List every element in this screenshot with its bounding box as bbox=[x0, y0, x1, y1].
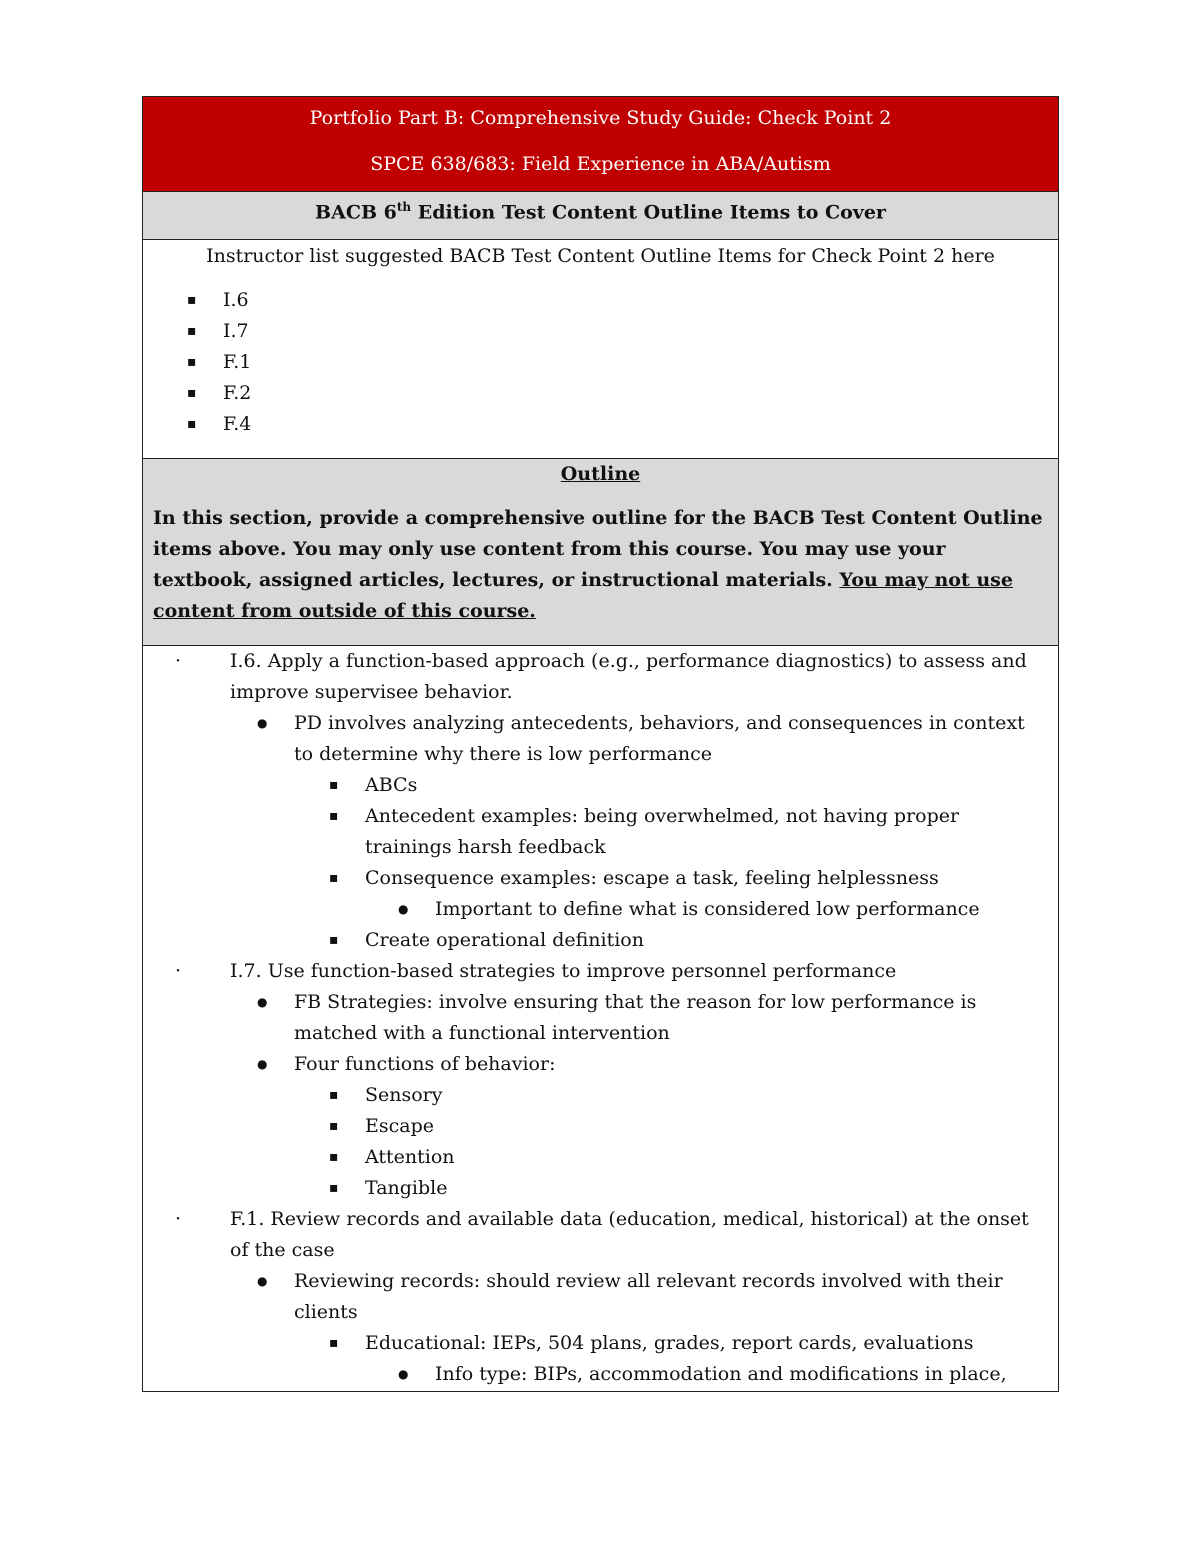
outline-item: ▪ Attention bbox=[143, 1142, 1044, 1173]
outline-item: ▪ Tangible bbox=[143, 1173, 1044, 1204]
outline-item: ● PD involves analyzing antecedents, behaviors, and consequences in context to determine why there is low performance bbox=[143, 708, 1044, 770]
outline-item: · F.1. Review records and available data (education, medical, historical) at the onset of the case bbox=[143, 1204, 1044, 1266]
list-item: ▪ I.7 bbox=[143, 316, 1058, 347]
instructions-text: In this section, provide a comprehensive outline for the BACB Test Content Outline items above. You may only use content from this course. You may use your textbook, assigned articles, lectures, or instructional materials. bbox=[153, 507, 1043, 591]
outline-item: · I.7. Use function-based strategies to improve personnel performance bbox=[143, 956, 1044, 987]
outline-item: ▪ ABCs bbox=[143, 770, 1044, 801]
outline-item: ▪ Educational: IEPs, 504 plans, grades, report cards, evaluations bbox=[143, 1328, 1044, 1359]
outline-item: ▪ Antecedent examples: being overwhelmed, not having proper trainings harsh feedback bbox=[143, 801, 1044, 863]
outline-title: Outline bbox=[560, 463, 641, 485]
outline-item: ● Reviewing records: should review all relevant records involved with their clients bbox=[143, 1266, 1044, 1328]
outline-item: ▪ Escape bbox=[143, 1111, 1044, 1142]
outline-item: · I.6. Apply a function-based approach (e.g., performance diagnostics) to assess and improve supervisee behavior. bbox=[143, 646, 1044, 708]
document-title: Portfolio Part B: Comprehensive Study Guide: Check Point 2 bbox=[309, 107, 892, 129]
instructions-underlined: You may not use content from outside of this course. bbox=[153, 569, 1013, 622]
outline-item: ▪ Sensory bbox=[143, 1080, 1044, 1111]
outline-list bbox=[143, 646, 1058, 1390]
study-guide-table bbox=[142, 96, 1059, 1392]
outline-instructions bbox=[143, 489, 1058, 627]
list-item: ▪ F.4 bbox=[143, 409, 1058, 440]
items-row bbox=[143, 240, 1058, 459]
items-list bbox=[143, 285, 1058, 440]
outline-item: ● Important to define what is considered low performance bbox=[143, 894, 1044, 925]
outline-content-row bbox=[143, 646, 1058, 1391]
outline-heading-row bbox=[143, 459, 1058, 646]
items-intro: Instructor list suggested BACB Test Content Outline Items for Check Point 2 here bbox=[206, 245, 995, 267]
heading-superscript: th bbox=[396, 200, 412, 214]
outline-item: ▪ Consequence examples: escape a task, feeling helplessness bbox=[143, 863, 1044, 894]
outline-item: ● Info type: BIPs, accommodation and modifications in place, bbox=[143, 1359, 1044, 1390]
heading-text-pre: BACB 6 bbox=[315, 201, 397, 224]
test-content-heading-row bbox=[143, 192, 1058, 240]
list-item: ▪ F.2 bbox=[143, 378, 1058, 409]
header-row bbox=[143, 97, 1058, 192]
course-title: SPCE 638/683: Field Experience in ABA/Autism bbox=[370, 153, 831, 175]
list-item: ▪ F.1 bbox=[143, 347, 1058, 378]
outline-item: ● FB Strategies: involve ensuring that the reason for low performance is matched with a functional intervention bbox=[143, 987, 1044, 1049]
outline-item: ▪ Create operational definition bbox=[143, 925, 1044, 956]
outline-item: ● Four functions of behavior: bbox=[143, 1049, 1044, 1080]
heading-text-post: Edition Test Content Outline Items to Cover bbox=[411, 201, 886, 224]
list-item: ▪ I.6 bbox=[143, 285, 1058, 316]
test-content-heading bbox=[143, 192, 1058, 227]
